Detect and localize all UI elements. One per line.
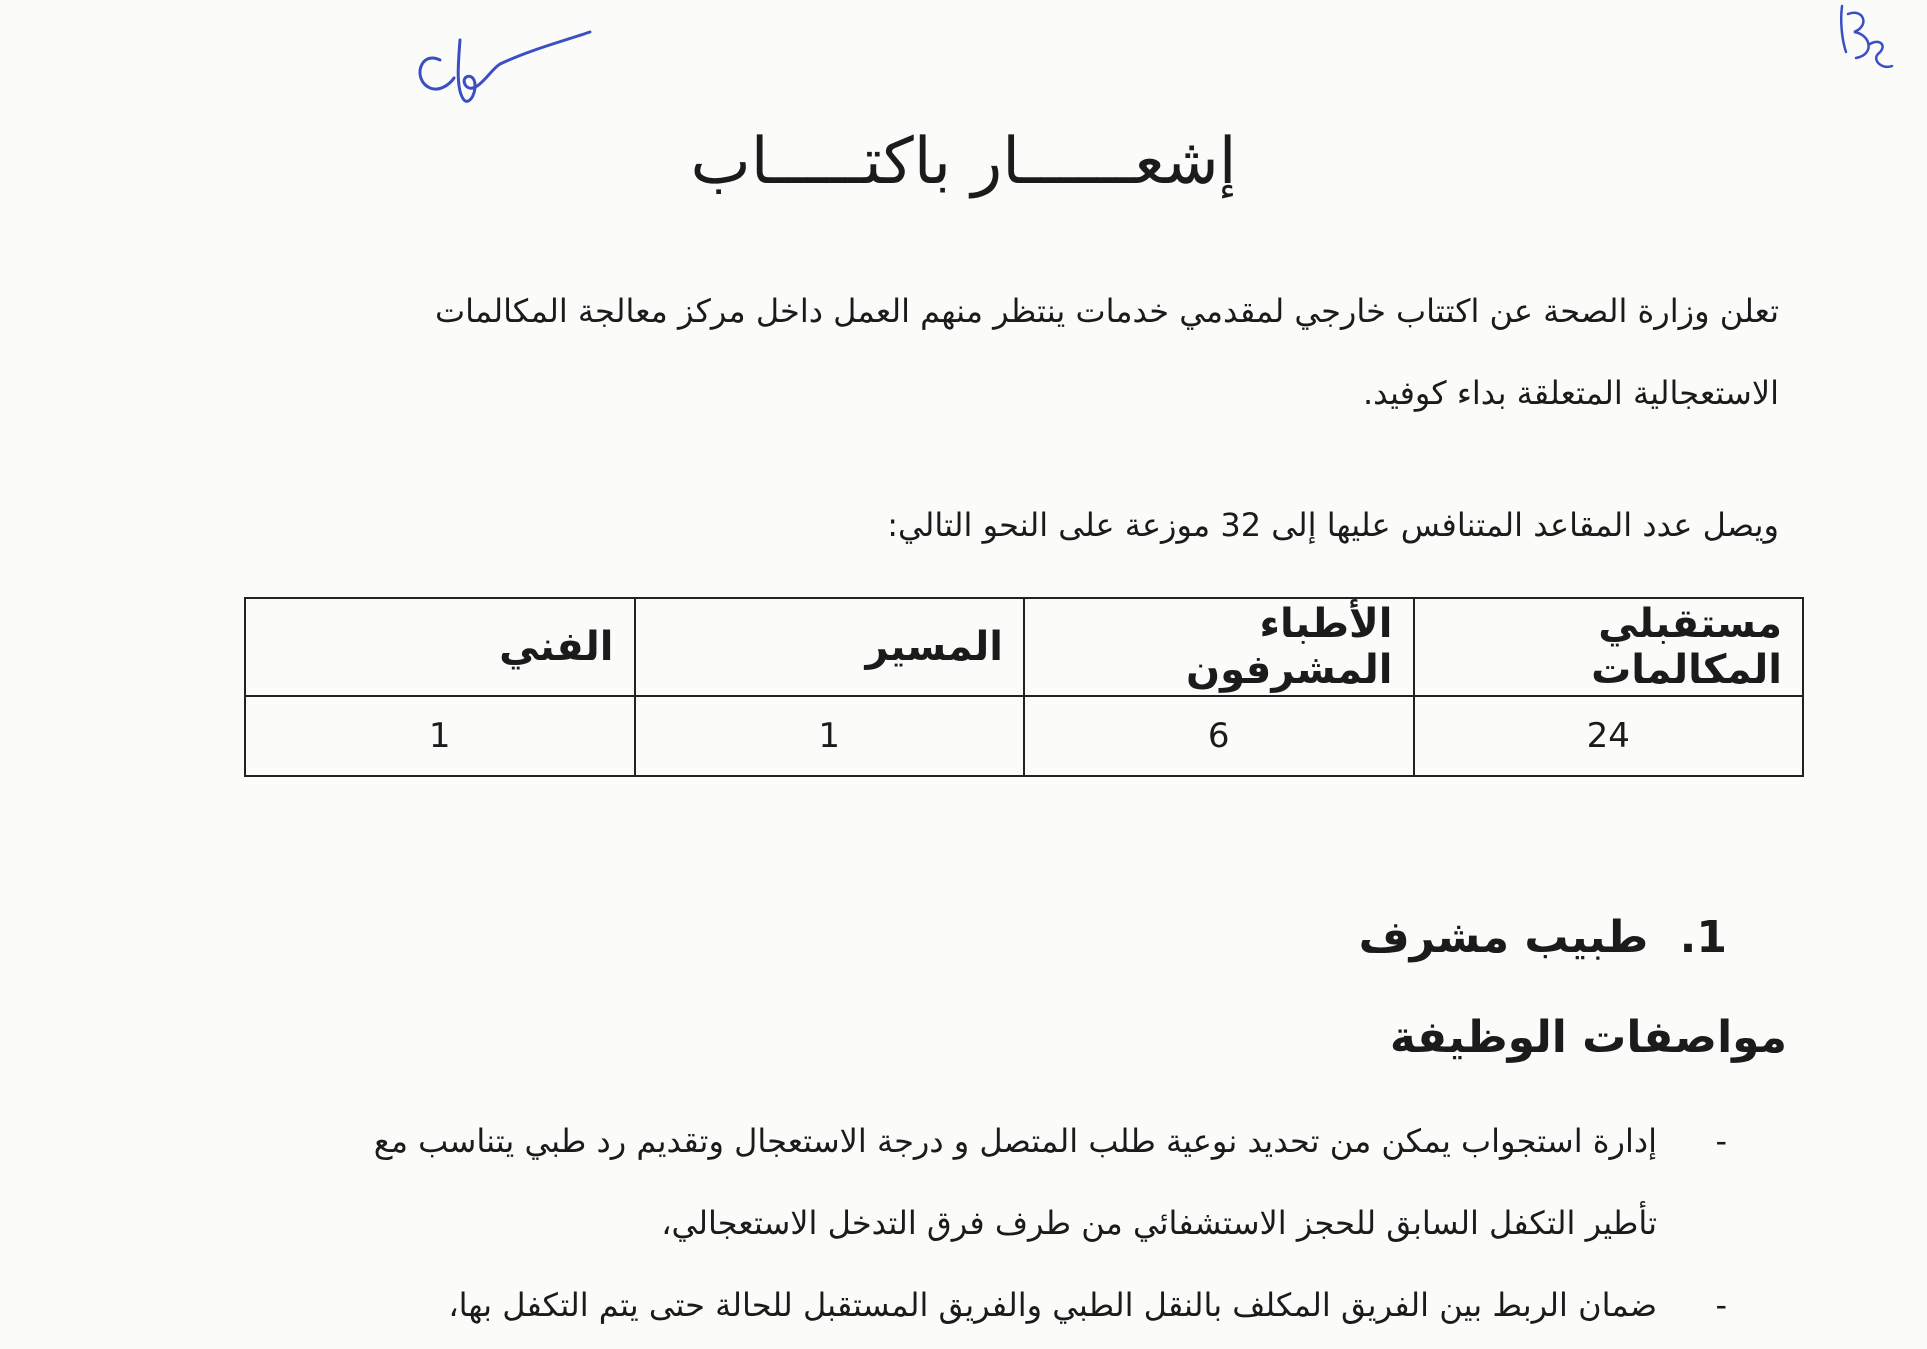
bullet-dash: -: [1715, 1286, 1727, 1324]
handwritten-initials: [400, 20, 600, 110]
table-cell: 6: [1024, 696, 1414, 776]
table-header-cell: مستقبلي المكالمات: [1414, 598, 1804, 696]
section-heading: [1359, 912, 1727, 963]
seats-sentence: ويصل عدد المقاعد المتنافس عليها إلى 32 موزعة على النحو التالي:: [887, 506, 1779, 544]
intro-paragraph: تعلن وزارة الصحة عن اكتتاب خارجي لمقدمي خدمات ينتظر منهم العمل داخل مركز معالجة المكالمات الاستعجالية المتعلقة بداء كوفيد.: [435, 292, 1779, 412]
list-item: [327, 1264, 1727, 1346]
handwritten-mark: [1830, 0, 1900, 80]
table-cell: 24: [1414, 696, 1804, 776]
section-title: طبيب مشرف: [1358, 912, 1649, 963]
table-cell: 1: [635, 696, 1025, 776]
table-header-cell: المسير: [635, 598, 1025, 696]
list-item-text: إدارة استجواب يمكن من تحديد نوعية طلب المتصل و درجة الاستعجال وتقديم رد طبي يتناسب مع تأطير التكفل السابق للحجز الاستشفائي من طرف فرق التدخل الاستعجالي،: [373, 1122, 1657, 1242]
page-title: إشعــــــار باكتـــــاب: [690, 125, 1237, 199]
section-number: 1.: [1679, 912, 1727, 963]
task-list: [327, 1100, 1727, 1346]
table-header-cell: الفني: [245, 598, 635, 696]
table-row: [245, 696, 1803, 776]
bullet-dash: -: [1715, 1122, 1727, 1160]
table-cell: 1: [245, 696, 635, 776]
table-header-cell: الأطباء المشرفون: [1024, 598, 1414, 696]
section-subtitle: مواصفات الوظيفة: [1389, 1012, 1787, 1063]
positions-table: [244, 597, 1804, 777]
table-header-row: [245, 598, 1803, 696]
list-item-text: ضمان الربط بين الفريق المكلف بالنقل الطبي والفريق المستقبل للحالة حتى يتم التكفل بها،: [448, 1286, 1657, 1324]
list-item: [327, 1100, 1727, 1264]
